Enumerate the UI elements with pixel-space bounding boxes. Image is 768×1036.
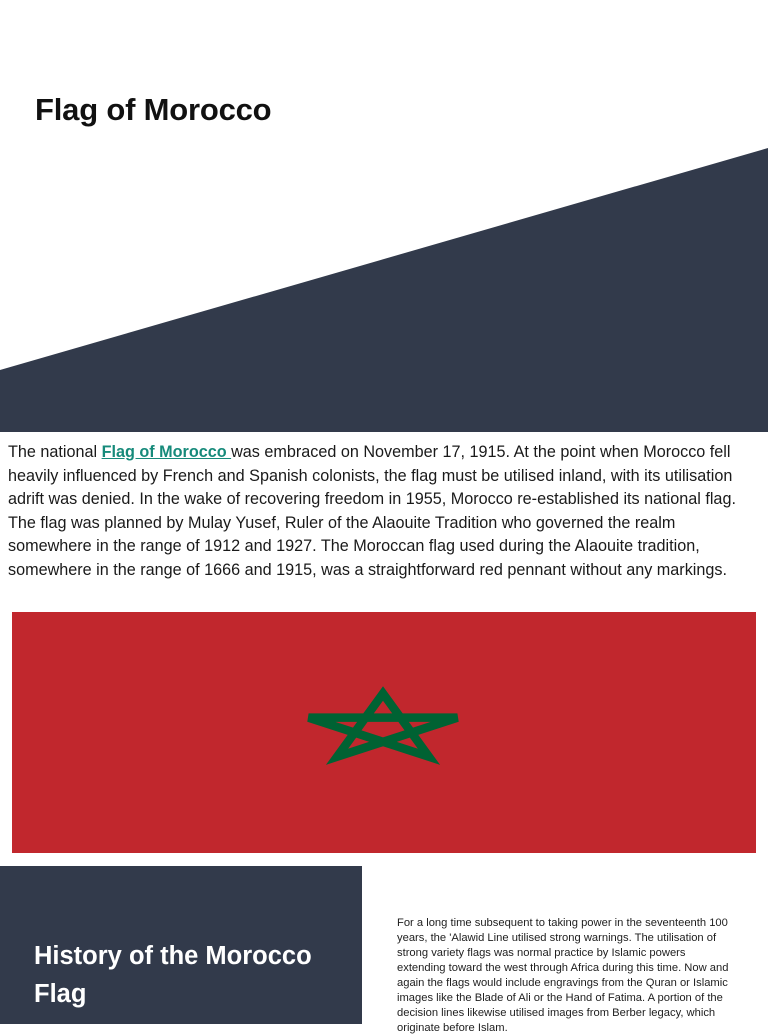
flag-graphic (12, 612, 756, 853)
flag-red-field (12, 612, 756, 853)
diagonal-navy-banner (0, 0, 768, 432)
page-title: Flag of Morocco (35, 92, 272, 127)
morocco-flag-image (12, 612, 756, 853)
intro-paragraph (8, 441, 763, 583)
intro-text-rest: was embraced on November 17, 1915. At the point when Morocco fell heavily influenced by French and Spanish colonists, the flag must be utilised inland, with its utilisation adrift was denied. In the wake of recovering freedom in 1955, Morocco re-established its national flag. The flag was planned by Mulay Yusef, Ruler of the Alaouite Tradition who governed the realm somewhere in the range of 1912 and 1927. The Moroccan flag used during the Alaouite tradition, somewhere in the range of 1666 and 1915, was a straightforward red pennant without any markings. (8, 443, 736, 579)
history-heading: History of the Morocco Flag (34, 942, 312, 1008)
intro-text-start: The national (8, 443, 102, 461)
hero-header (0, 0, 768, 432)
flag-of-morocco-link[interactable]: Flag of Morocco (101, 443, 232, 461)
history-paragraph: For a long time subsequent to taking power in the seventeenth 100 years, the 'Alawid Line utilised strong warnings. The utilisation of strong variety flags was normal practice by Islamic powers extending toward the west through Africa during this time. Now and again the flags would include engravings from the Quran or Islamic images like the Blade of Ali or the Hand of Fatima. A portion of the decision lines likewise utilised images from Berber legacy, which originate before Islam. (397, 917, 729, 1034)
